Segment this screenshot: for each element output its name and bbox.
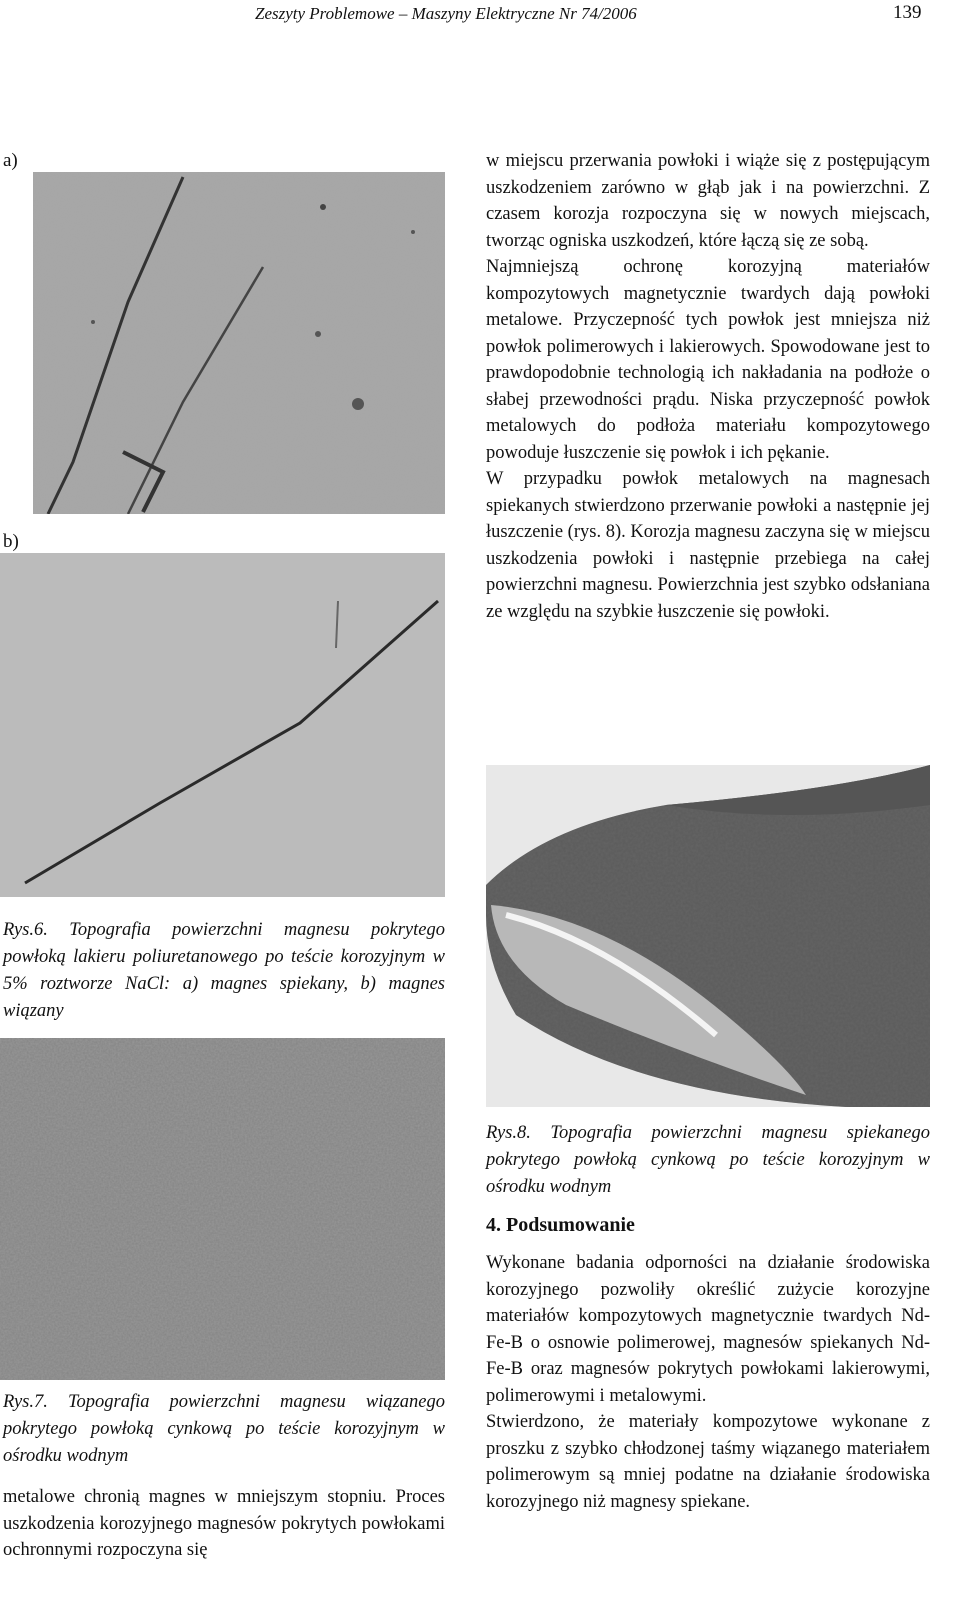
figure-6-caption-number: Rys.6. bbox=[3, 920, 48, 940]
figure-7-caption bbox=[3, 1389, 445, 1470]
right-column-bottom-text bbox=[486, 1250, 930, 1515]
figure-6b-image bbox=[0, 553, 445, 897]
paragraph-1: w miejscu przerwania powłoki i wiąże się z postępującym uszkodzeniem zarówno w głąb jak i na powierzchni. Z czasem korozja rozpoczyna się w nowych miejscach, tworząc ogniska uszkodzeń, które łączą się ze sobą. bbox=[486, 151, 930, 251]
figure-6a-image bbox=[33, 172, 445, 514]
figure-8-image bbox=[486, 765, 930, 1107]
paragraph-2: Najmniejszą ochronę korozyjną materiałów kompozytowych magnetycznie twardych dają powłoki metalowe. Przyczepność tych powłok jest mniejsza niż powłok polimerowych i lakierowych. Spowodowane jest to prawdopodobnie technologią ich nakładania na podłoże o słabej przewodności prądu. Niska przyczepność powłok metalowych do podłoża materiału kompozytowego powoduje łuszczenie się powłok i ich pękanie. bbox=[486, 257, 930, 463]
figure-8-caption-number: Rys.8. bbox=[486, 1123, 531, 1143]
figure-6-caption bbox=[3, 917, 445, 1025]
left-column-bottom-text bbox=[3, 1484, 445, 1564]
figure-7-caption-number: Rys.7. bbox=[3, 1392, 48, 1412]
paragraph: metalowe chronią magnes w mniejszym stopniu. Proces uszkodzenia korozyjnego magnesów pokrytych powłokami ochronnymi rozpoczyna się bbox=[3, 1487, 445, 1560]
section-heading: 4. Podsumowanie bbox=[486, 1214, 635, 1236]
figure-6b-label: b) bbox=[3, 531, 19, 552]
figure-6a-label: a) bbox=[3, 150, 18, 171]
figure-6-caption-text: Topografia powierzchni magnesu pokrytego powłoką lakieru poliuretanowego po teście korozyjnym w 5% roztworze NaCl: a) magnes spiekany, b) magnes wiązany bbox=[3, 920, 445, 1021]
figure-7-caption-text: Topografia powierzchni magnesu wiązanego pokrytego powłoką cynkową po teście korozyjnym w ośrodku wodnym bbox=[3, 1392, 445, 1466]
figure-8-caption-text: Topografia powierzchni magnesu spiekanego pokrytego powłoką cynkową po teście korozyjnym w ośrodku wodnym bbox=[486, 1123, 930, 1197]
journal-header: Zeszyty Problemowe – Maszyny Elektryczne Nr 74/2006 bbox=[255, 4, 637, 23]
paragraph-3: W przypadku powłok metalowych na magnesach spiekanych stwierdzono przerwanie powłoki a następnie jej łuszczenie (rys. 8). Korozja magnesu zaczyna się w miejscu uszkodzenia powłoki i następnie przebiega na całej powierzchni magnesu. Powierzchnia jest szybko odsłaniana ze względu na szybkie łuszczenie się powłoki. bbox=[486, 469, 930, 622]
paragraph-4: Wykonane badania odporności na działanie środowiska korozyjnego pozwoliły określić zużycie korozyjne materiałów kompozytowych magnetycznie twardych Nd-Fe-B o osnowie polimerowej, magnesów spiekanych Nd-Fe-B oraz magnesów pokrytych powłokami lakierowymi, polimerowymi i metalowymi. bbox=[486, 1253, 930, 1406]
right-column-top-text bbox=[486, 148, 930, 625]
paragraph-5: Stwierdzono, że materiały kompozytowe wykonane z proszku z szybko chłodzonej taśmy wiązanego materiałem polimerowym są mniej podatne na działanie środowiska korozyjnego niż magnesy spiekane. bbox=[486, 1412, 930, 1512]
page-number: 139 bbox=[893, 2, 922, 23]
figure-8-caption bbox=[486, 1120, 930, 1201]
figure-7-image bbox=[0, 1038, 445, 1380]
